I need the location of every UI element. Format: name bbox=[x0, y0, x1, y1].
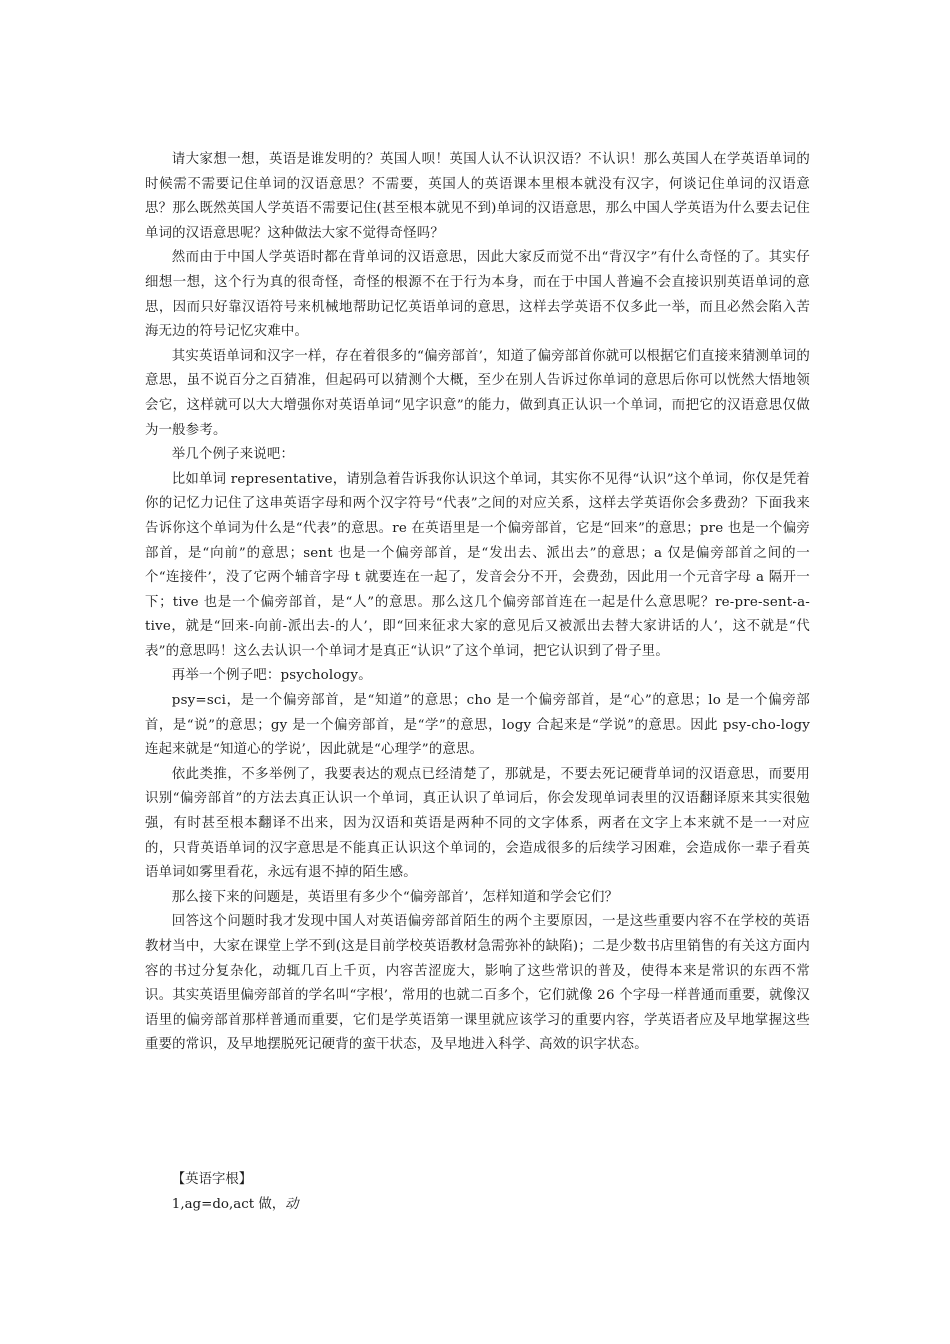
paragraph: 举几个例子来说吧： bbox=[171, 447, 295, 463]
root-entry-text: 1,ag=do,act 做， bbox=[171, 1196, 286, 1212]
root-entry-italic: 动 bbox=[285, 1196, 299, 1212]
document-body bbox=[145, 148, 810, 1058]
paragraph: psy=sci，是一个偏旁部首，是“知道”的意思；cho 是一个偏旁部首，是“心”的意思；lo 是一个偏旁部首，是“说”的意思；gy 是一个偏旁部首，是“学”的意思，logy 合起来是“学说”的意思。因此 psy-cho-logy 连起来就是“知道心的学说’，因此就是“心理学”的意思。 bbox=[145, 693, 810, 758]
paragraph: 那么接下来的问题是，英语里有多少个“偏旁部首’，怎样知道和学会它们？ bbox=[171, 889, 619, 905]
paragraph: 其实英语单词和汉字一样，存在着很多的“偏旁部首’，知道了偏旁部首你就可以根据它们直接来猜测单词的意思，虽不说百分之百猜准，但起码可以猜测个大概，至少在别人告诉过你单词的意思后你可以恍然大悟地领会它，这样就可以大大增强你对英语单词“见字识意”的能力，做到真正认识一个单词，而把它的汉语意思仅做为一般参考。 bbox=[145, 348, 810, 438]
paragraph: 然而由于中国人学英语时都在背单词的汉语意思，因此大家反而觉不出“背汉字”有什么奇怪的了。其实仔细想一想，这个行为真的很奇怪，奇怪的根源不在于行为本身，而在于中国人普遍不会直接识别英语单词的意思，因而只好靠汉语符号来机械地帮助记忆英语单词的意思，这样去学英语不仅多此一举，而且必然会陷入苦海无边的符号记忆灾难中。 bbox=[145, 250, 810, 340]
root-entry bbox=[145, 1193, 810, 1218]
paragraph: 请大家想一想，英语是谁发明的？英国人呗！英国人认不认识汉语？不认识！那么英国人在学英语单词的时候需不需要记住单词的汉语意思？不需要，英国人的英语课本里根本就没有汉字，何谈记住单词的汉语意思？那么既然英国人学英语不需要记住(甚至根本就见不到)单词的汉语意思，那么中国人学英语为什么要去记住单词的汉语意思呢？这种做法大家不觉得奇怪吗？ bbox=[145, 152, 810, 241]
paragraph: 依此类推，不多举例了，我要表达的观点已经清楚了，那就是，不要去死记硬背单词的汉语意思，而要用识别“偏旁部首”的方法去真正认识一个单词，真正认识了单词后，你会发现单词表里的汉语翻译原来其实很勉强，有时甚至根本翻译不出来，因为汉语和英语是两种不同的文字体系，两者在文字上本来就不是一一对应的，只背英语单词的汉字意思是不能真正认识这个单词的，会造成很多的后续学习困难，会造成你一辈子看英语单词如雾里看花，永远有退不掉的陌生感。 bbox=[145, 766, 810, 881]
section-heading: 【英语字根】 bbox=[171, 1172, 253, 1187]
paragraph: 比如单词 representative，请别急着告诉我你认识这个单词，其实你不见得“认识”这个单词，你仅是凭着你的记忆力记住了这串英语字母和两个汉字符号“代表”之间的对应关系，这样去学英语你会多费劲？下面我来告诉你这个单词为什么是“代表”的意思。re 在英语里是一个偏旁部首，它是“回来”的意思；pre 也是一个偏旁部首，是“向前”的意思；sent 也是一个偏旁部首，是“发出去、派出去”的意思；a 仅是偏旁部首之间的一个“连接件’，没了它两个辅音字母 t 就要连在一起了，发音会分不开，会费劲，因此用一个元音字母 a 隔开一下；tive 也是一个偏旁部首，是“人”的意思。那么这几个偏旁部首连在一起是什么意思呢？re-pre-sent-a-tive，就是“回来-向前-派出去-的人’，即“回来征求大家的意见后又被派出去替大家讲话的人’，这不就是“代表”的意思吗！这么去认识一个单词才是真正“认识”了这个单词，把它认识到了骨子里。 bbox=[145, 471, 810, 659]
word-root-section bbox=[145, 1168, 810, 1217]
paragraph: 回答这个问题时我才发现中国人对英语偏旁部首陌生的两个主要原因，一是这些重要内容不在学校的英语教材当中，大家在课堂上学不到(这是目前学校英语教材急需弥补的缺陷)；二是少数书店里销售的有关这方面内容的书过分复杂化，动辄几百上千页，内容苦涩庞大，影响了这些常识的普及，使得本来是常识的东西不常识。其实英语里偏旁部首的学名叫“字根’，常用的也就二百多个，它们就像 26 个字母一样普通而重要，就像汉语里的偏旁部首那样普通而重要，它们是学英语第一课里就应该学习的重要内容，学英语者应及早地掌握这些重要的常识，及早地摆脱死记硬背的蛮干状态，及早地进入科学、高效的识字状态。 bbox=[145, 914, 810, 1053]
paragraph: 再举一个例子吧：psychology。 bbox=[171, 668, 372, 684]
